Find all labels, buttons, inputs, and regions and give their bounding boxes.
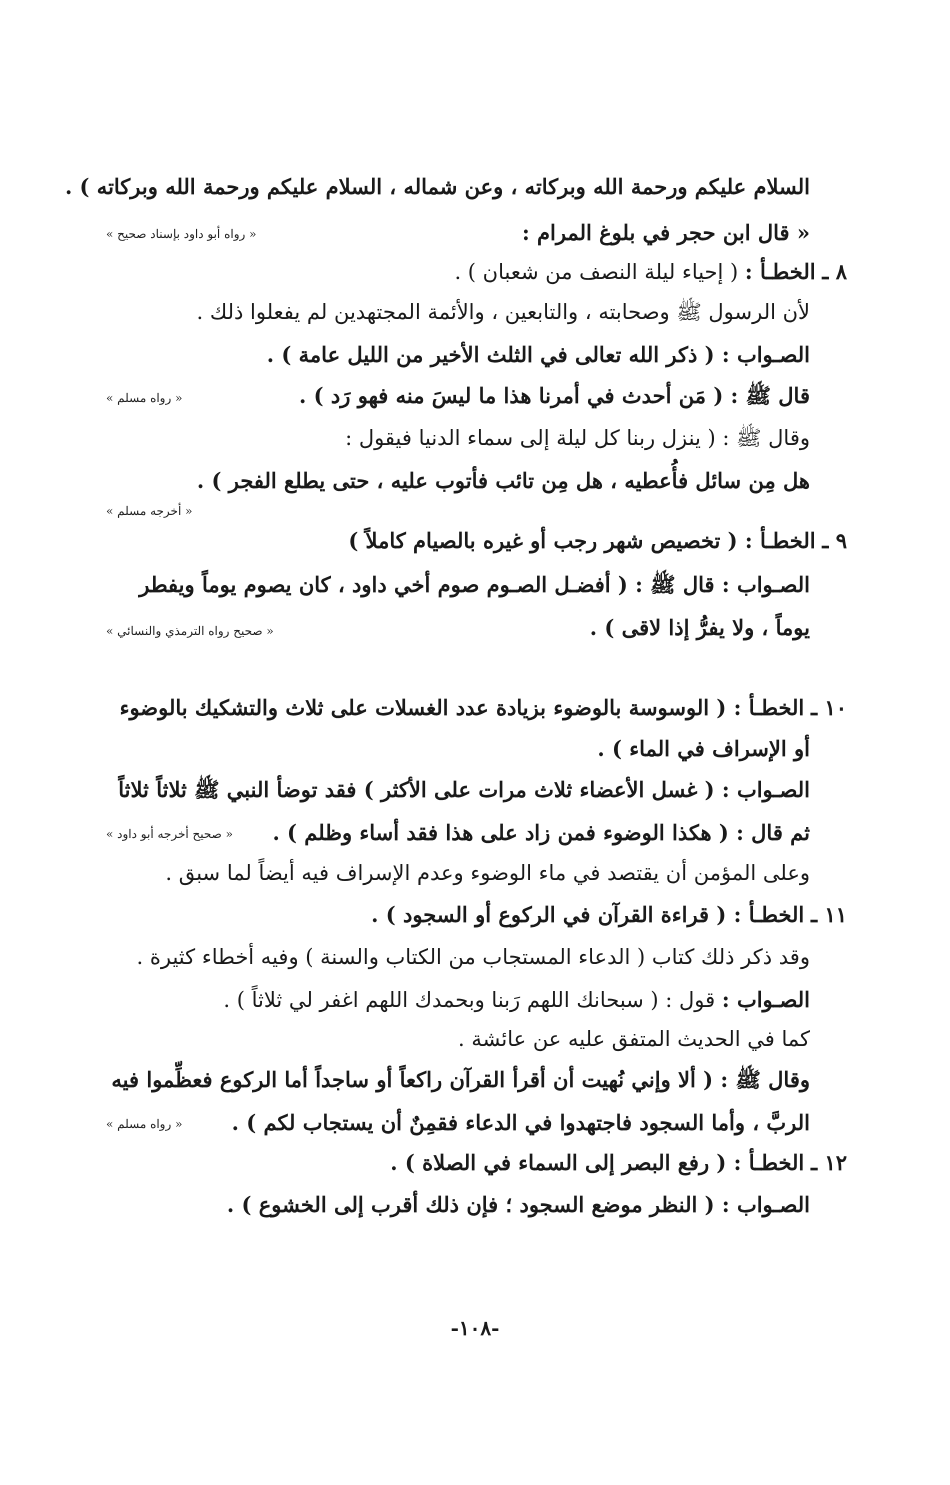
- line-text: قول : ( سبحانك اللهم رَبنا وبحمدك اللهم اغفر لي ثلاثاً ) .: [223, 988, 722, 1012]
- error-heading: [0, 693, 847, 723]
- correct-label: الصـواب :: [721, 777, 810, 802]
- hadith-source: « صحيح أخرجه أبو داود »: [106, 827, 233, 841]
- line-text: قال ﷺ : ( أفضـل الصـوم صوم أخي داود ، كان يصوم يوماً ويفطر: [139, 572, 722, 597]
- line-text: هل مِن سائل فأُعطيه ، هل مِن تائب فأتوب عليه ، حتى يطلع الفجر ) .: [196, 468, 810, 493]
- correct-line: [0, 775, 810, 805]
- error-label: الخطـأ :: [744, 259, 816, 284]
- line-text: أو الإسراف في الماء ) .: [597, 736, 810, 761]
- hadith-source: « رواه أبو داود بإسناد صحيح »: [106, 227, 257, 241]
- line-text: وعلى المؤمن أن يقتصد في ماء الوضوء وعدم الإسراف فيه أيضاً لما سبق .: [165, 861, 810, 885]
- line-text: ( النظر موضع السجود ؛ فإن ذلك أقرب إلى الخشوع ) .: [226, 1192, 722, 1217]
- line-text: لأن الرسول ﷺ وصحابته ، والتابعين ، والأئمة المجتهدين لم يفعلوا ذلك .: [196, 300, 810, 324]
- correct-label: الصـواب :: [721, 987, 810, 1012]
- line-text: السلام عليكم ورحمة الله وبركاته ، وعن شماله ، السلام عليكم ورحمة الله وبركاته ) .: [64, 174, 810, 199]
- line-text: وقال ﷺ : ( ألا وإني نُهيت أن أقرأ القرآن راكعاً أو ساجداً أما الركوع فعظِّموا فيه: [111, 1067, 810, 1092]
- hadith-source: « رواه مسلم »: [106, 1117, 183, 1131]
- line-text: ( غسل الأعضاء ثلاث مرات على الأكثر ) فقد توضأ النبي ﷺ ثلاثاً ثلاثاً: [118, 777, 722, 802]
- error-label: الخطـأ :: [733, 1150, 805, 1175]
- error-label: الخطـأ :: [733, 695, 805, 720]
- line-text: يوماً ، ولا يفرُّ إذا لاقى ) .: [589, 615, 810, 640]
- line-text: ( ذكر الله تعالى في الثلث الأخير من الليل عامة ) .: [266, 342, 722, 367]
- correct-line: [0, 570, 810, 600]
- error-heading: [0, 900, 847, 930]
- text-line: [0, 942, 810, 972]
- correct-line: [0, 985, 810, 1015]
- correct-label: الصـواب :: [721, 1192, 810, 1217]
- line-text: ( قراءة القرآن في الركوع أو السجود ) .: [371, 902, 734, 927]
- hadith-source: « صحيح رواه الترمذي والنسائي »: [106, 624, 274, 638]
- correct-line: [0, 1190, 810, 1220]
- correct-label: الصـواب :: [721, 572, 810, 597]
- line-text: ( تخصيص شهر رجب أو غيره بالصيام كاملاً ): [348, 528, 745, 553]
- error-label: الخطـأ :: [733, 902, 805, 927]
- text-line: [0, 858, 810, 888]
- line-text: وقال ﷺ : ( ينزل ربنا كل ليلة إلى سماء الدنيا فيقول :: [345, 426, 810, 450]
- error-heading: [0, 1148, 847, 1178]
- page-number: -١٠٨-: [450, 1316, 500, 1340]
- hadith-source: « رواه مسلم »: [106, 391, 183, 405]
- text-line: [0, 172, 810, 202]
- item-number: ١١ ـ: [810, 902, 847, 927]
- text-line: [0, 297, 810, 327]
- correct-label: الصـواب :: [721, 342, 810, 367]
- text-line: [0, 423, 810, 453]
- line-text: قال ﷺ : ( مَن أحدث في أمرنا هذا ما ليسَ منه فهو رَد ) .: [299, 383, 810, 408]
- error-label: الخطـأ :: [744, 528, 816, 553]
- item-number: ١٠ ـ: [810, 695, 847, 720]
- item-number: ٨ ـ: [822, 259, 847, 284]
- line-text: « قال ابن حجر في بلوغ المرام :: [521, 220, 810, 245]
- line-text: كما في الحديث المتفق عليه عن عائشة .: [458, 1027, 810, 1051]
- hadith-source: « أخرجه مسلم »: [106, 504, 193, 518]
- line-text: ثم قال : ( هكذا الوضوء فمن زاد على هذا فقد أساء وظلم ) .: [272, 820, 810, 845]
- text-line: [0, 466, 810, 496]
- line-text: ( رفع البصر إلى السماء في الصلاة ) .: [390, 1150, 734, 1175]
- item-number: ٩ ـ: [822, 528, 847, 553]
- line-text: الربَّ ، وأما السجود فاجتهدوا في الدعاء فقمِنٌ أن يستجاب لكم ) .: [231, 1110, 810, 1135]
- text-line: [0, 734, 810, 764]
- text-line: [0, 1065, 810, 1095]
- line-text: ( الوسوسة بالوضوء بزيادة عدد الغسلات على ثلاث والتشكيك بالوضوء: [119, 695, 734, 720]
- error-heading: [0, 526, 847, 556]
- item-number: ١٢ ـ: [810, 1150, 847, 1175]
- line-text: وقد ذكر ذلك كتاب ( الدعاء المستجاب من الكتاب والسنة ) وفيه أخطاء كثيرة .: [136, 945, 810, 969]
- error-heading: [0, 257, 847, 287]
- line-text: ( إحياء ليلة النصف من شعبان ) .: [454, 260, 745, 284]
- correct-line: [0, 340, 810, 370]
- text-line: [0, 1024, 810, 1054]
